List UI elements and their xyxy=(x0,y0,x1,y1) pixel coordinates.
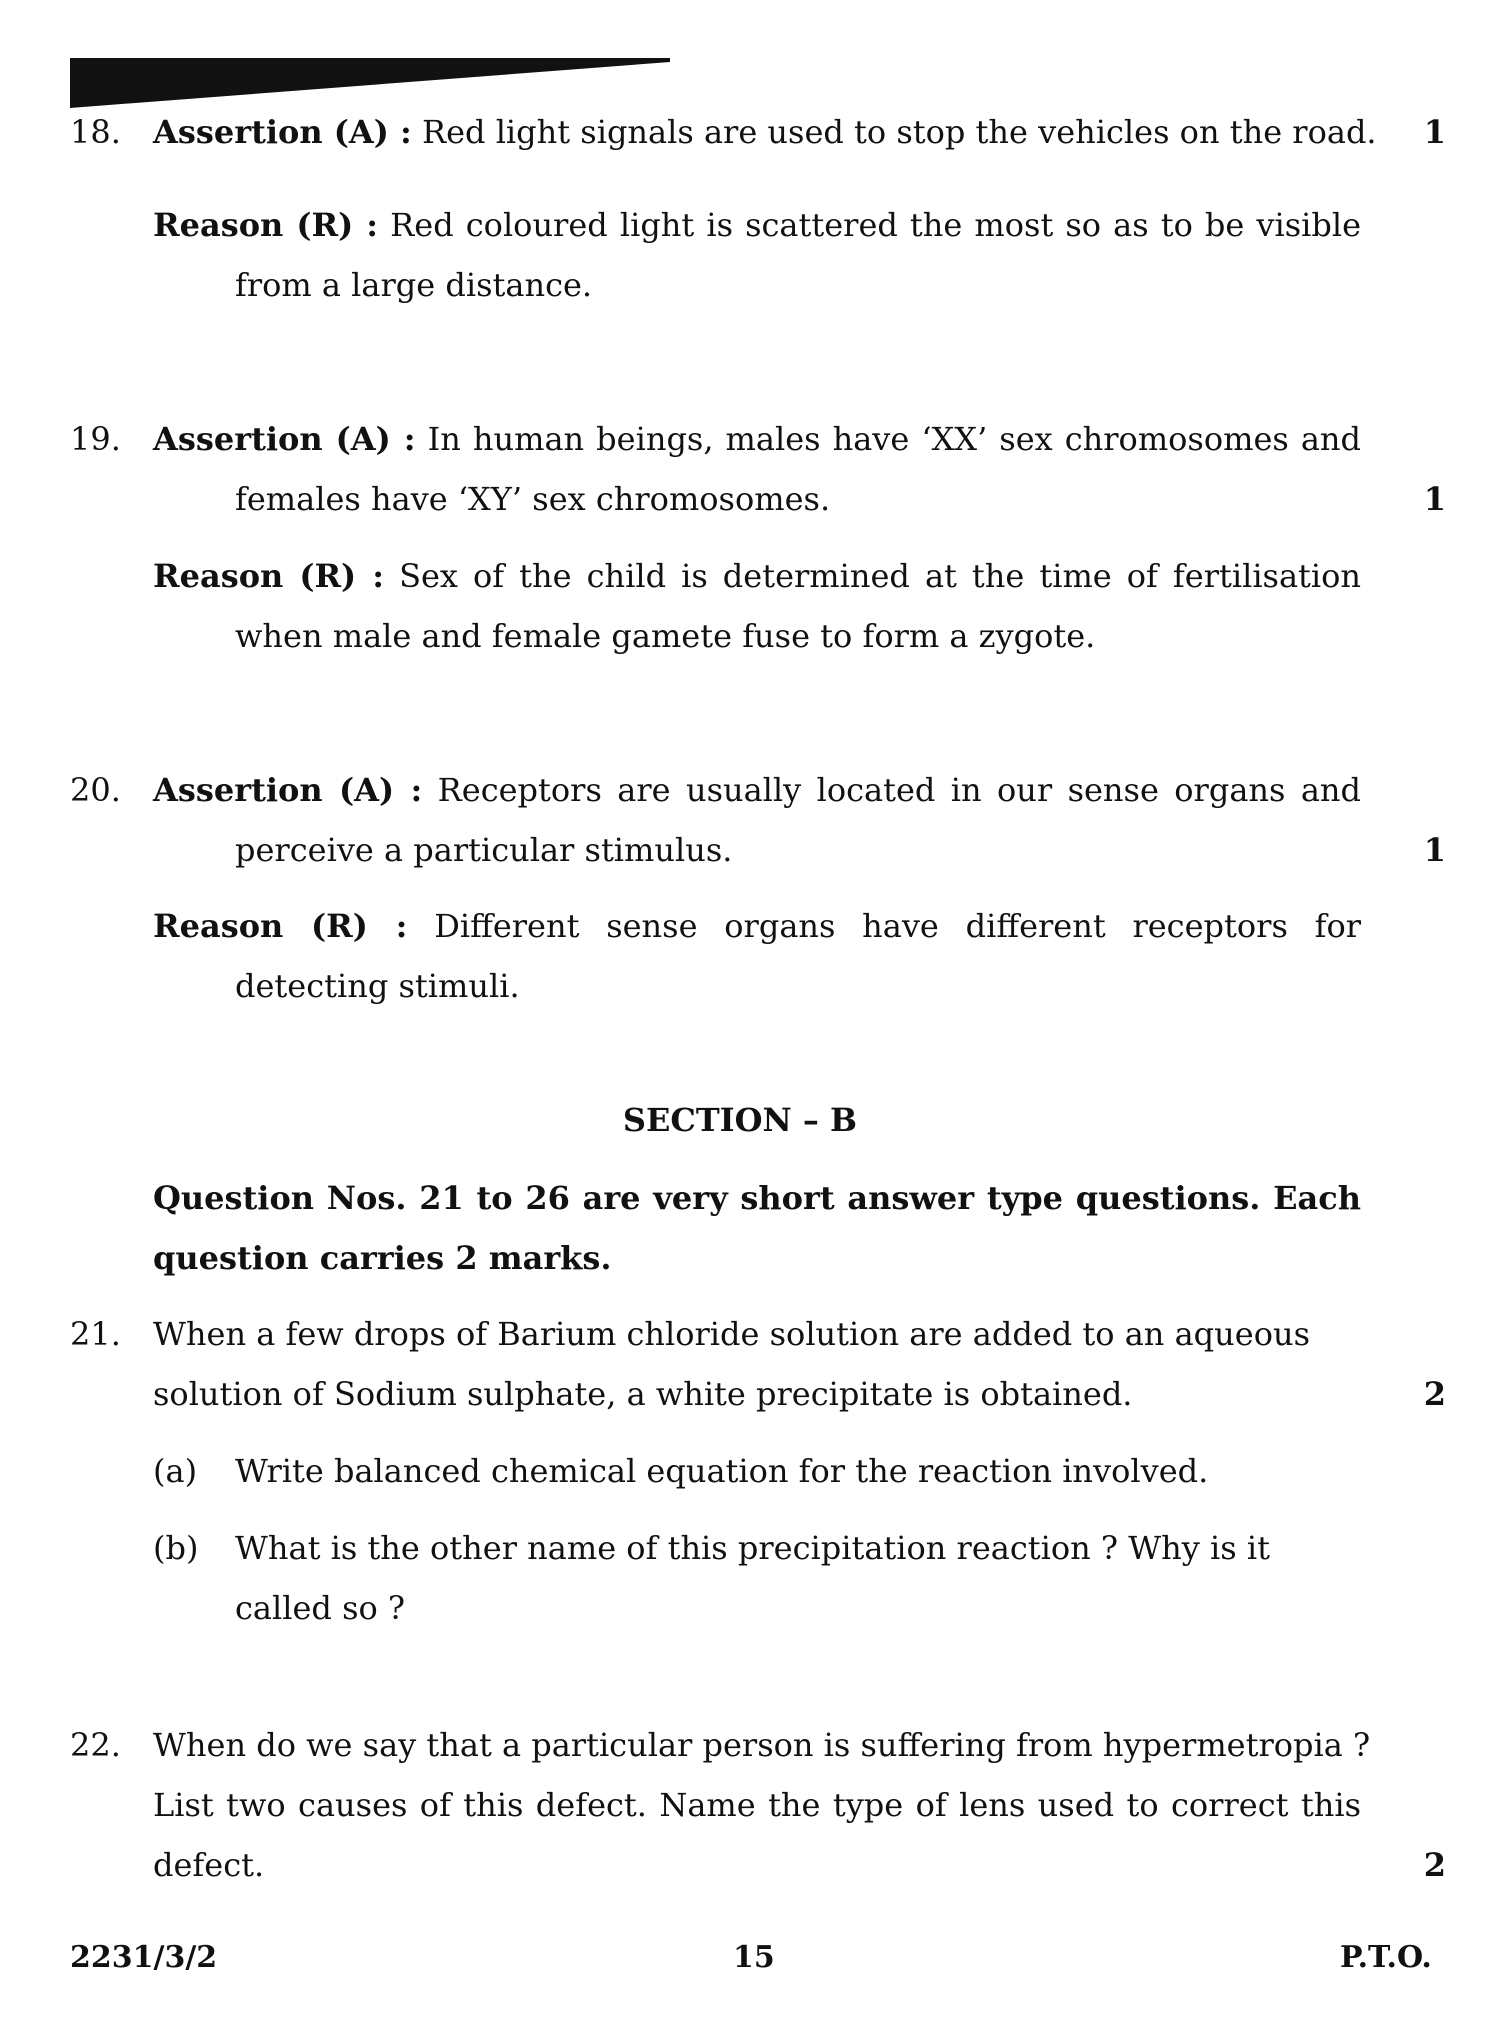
reason-text: Sex of the child is determined at the time of fertilisation xyxy=(399,557,1362,595)
assertion-label: Assertion (A) : xyxy=(153,771,423,809)
reason-line xyxy=(153,556,1361,596)
reason-continuation: from a large distance. xyxy=(235,266,593,304)
section-title: SECTION – B xyxy=(622,1101,858,1139)
reason-line xyxy=(153,205,1361,245)
question-number: 19. xyxy=(70,420,121,458)
question-number: 18. xyxy=(70,113,121,151)
assertion-line xyxy=(153,770,1361,810)
scan-artifact-bar xyxy=(70,58,670,108)
assertion-text: Red light signals are used to stop the vehicles on the road. xyxy=(422,113,1377,151)
reason-line xyxy=(153,906,1361,946)
part-text: Write balanced chemical equation for the reaction involved. xyxy=(235,1452,1209,1490)
assertion-text: In human beings, males have ‘XX’ sex chromosomes and xyxy=(427,420,1362,458)
marks: 1 xyxy=(1423,113,1446,151)
assertion-line xyxy=(153,419,1361,459)
question-text-continuation: solution of Sodium sulphate, a white precipitate is obtained. xyxy=(153,1375,1133,1413)
question-number: 22. xyxy=(70,1726,121,1764)
assertion-continuation: females have ‘XY’ sex chromosomes. xyxy=(235,480,831,518)
pto-label: P.T.O. xyxy=(1340,1940,1432,1975)
question-text-continuation: List two causes of this defect. Name the type of lens used to correct this xyxy=(153,1786,1361,1824)
reason-label: Reason (R) : xyxy=(153,907,408,945)
paper-code: 2231/3/2 xyxy=(70,1940,218,1975)
part-text: What is the other name of this precipitation reaction ? Why is it xyxy=(235,1529,1270,1567)
reason-continuation: detecting stimuli. xyxy=(235,967,520,1005)
section-instruction-continuation: question carries 2 marks. xyxy=(153,1239,612,1277)
question-text: When do we say that a particular person is suffering from hypermetropia ? xyxy=(153,1726,1371,1764)
question-text-continuation: defect. xyxy=(153,1846,265,1884)
reason-label: Reason (R) : xyxy=(153,557,385,595)
marks: 2 xyxy=(1423,1846,1446,1884)
part-label: (a) xyxy=(153,1452,198,1490)
question-text: When a few drops of Barium chloride solution are added to an aqueous xyxy=(153,1315,1310,1353)
reason-continuation: when male and female gamete fuse to form a zygote. xyxy=(235,617,1096,655)
assertion-label: Assertion (A) : xyxy=(153,420,416,458)
reason-text: Red coloured light is scattered the most so as to be visible xyxy=(390,206,1362,244)
question-number: 20. xyxy=(70,771,121,809)
part-text-continuation: called so ? xyxy=(235,1589,406,1627)
marks: 2 xyxy=(1423,1375,1446,1413)
assertion-line xyxy=(153,112,1377,152)
reason-text: Different sense organs have different receptors for xyxy=(434,907,1362,945)
marks: 1 xyxy=(1423,480,1446,518)
assertion-label: Assertion (A) : xyxy=(153,113,412,151)
assertion-continuation: perceive a particular stimulus. xyxy=(235,831,733,869)
part-label: (b) xyxy=(153,1529,199,1567)
reason-label: Reason (R) : xyxy=(153,206,379,244)
section-instruction: Question Nos. 21 to 26 are very short answer type questions. Each xyxy=(153,1179,1361,1217)
question-number: 21. xyxy=(70,1315,121,1353)
marks: 1 xyxy=(1423,831,1446,869)
page-number: 15 xyxy=(733,1940,775,1975)
assertion-text: Receptors are usually located in our sense organs and xyxy=(437,771,1362,809)
